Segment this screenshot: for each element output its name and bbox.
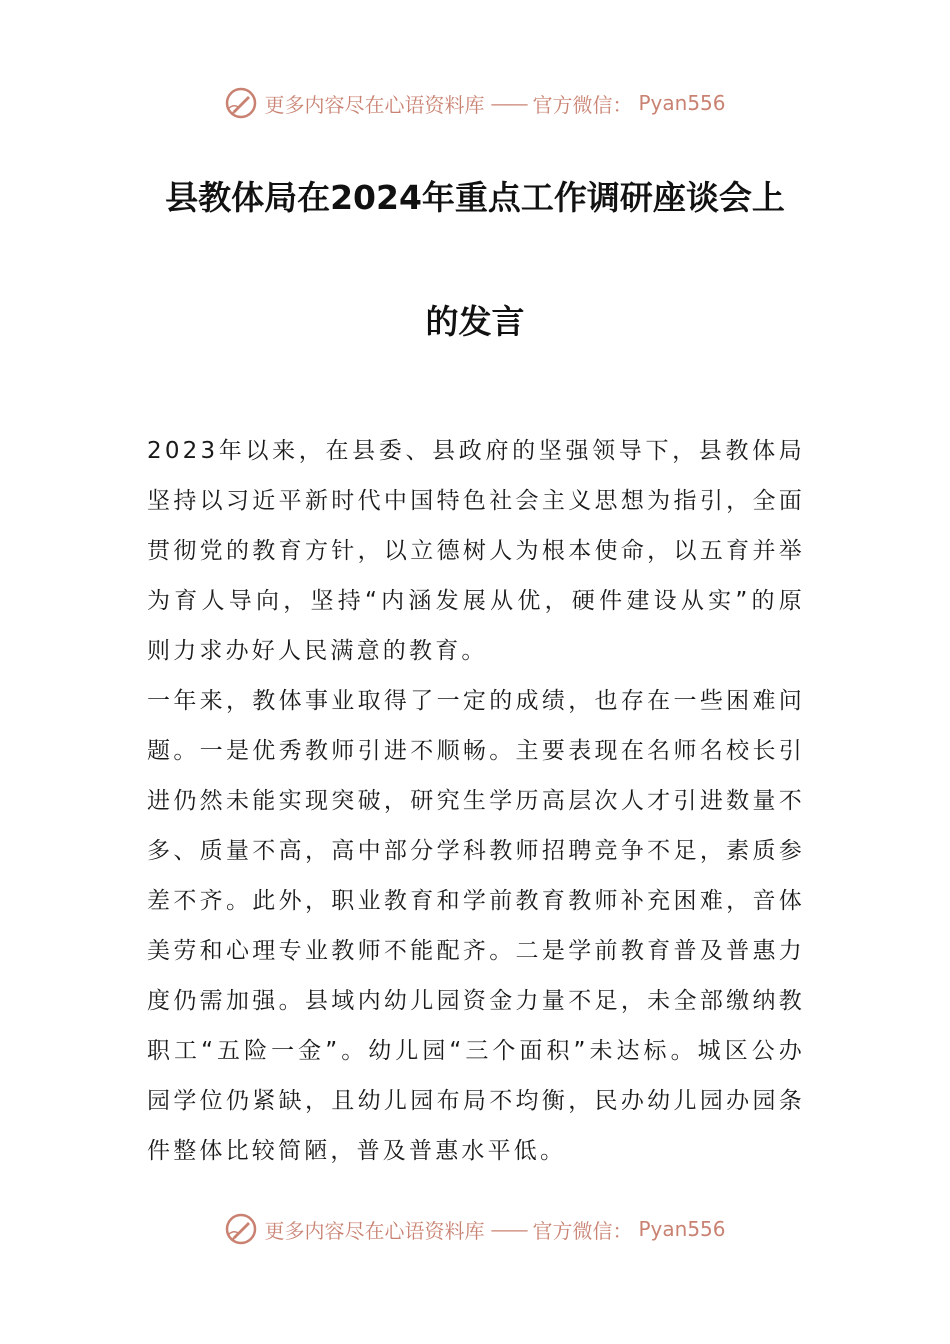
paragraph-1: 2023年以来，在县委、县政府的坚强领导下，县教体局坚持以习近平新时代中国特色社会主义思想为指引，全面贯彻党的教育方针，以立德树人为根本使命，以五育并举为育人导向，坚持“内涵发展从优，硬件建设从实”的原则力求办好人民满意的教育。 (147, 438, 805, 664)
watermark-text: 更多内容尽在心语资料库 (264, 92, 485, 117)
pen-logo-icon (224, 86, 258, 120)
watermark-contact-label: 官方微信： (532, 92, 633, 117)
document-body (147, 426, 805, 1176)
watermark-contact-id: Pyan556 (638, 91, 726, 115)
watermark-separator: —— (490, 91, 527, 115)
watermark-contact-label: 官方微信： (532, 1218, 633, 1243)
document-title-line2: 的发言 (425, 302, 525, 341)
watermark-text: 更多内容尽在心语资料库 (264, 1218, 485, 1243)
document-title-line1: 县教体局在2024年重点工作调研座谈会上 (165, 178, 785, 217)
pen-logo-icon (224, 1212, 258, 1246)
watermark-separator: —— (490, 1217, 527, 1241)
watermark-contact-id: Pyan556 (638, 1217, 726, 1241)
paragraph-2: 一年来，教体事业取得了一定的成绩，也存在一些困难问题。一是优秀教师引进不顺畅。主要表现在名师名校长引进仍然未能实现突破，研究生学历高层次人才引进数量不多、质量不高，高中部分学科教师招聘竞争不足，素质参差不齐。此外，职业教育和学前教育教师补充困难，音体美劳和心理专业教师不能配齐。二是学前教育普及普惠力度仍需加强。县域内幼儿园资金力量不足，未全部缴纳教职工“五险一金”。幼儿园“三个面积”未达标。城区公办园学位仍紧缺，且幼儿园布局不均衡，民办幼儿园办园条件整体比较简陋，普及普惠水平低。 (147, 688, 805, 1164)
watermark-header (0, 83, 950, 123)
watermark-footer (0, 1209, 950, 1249)
